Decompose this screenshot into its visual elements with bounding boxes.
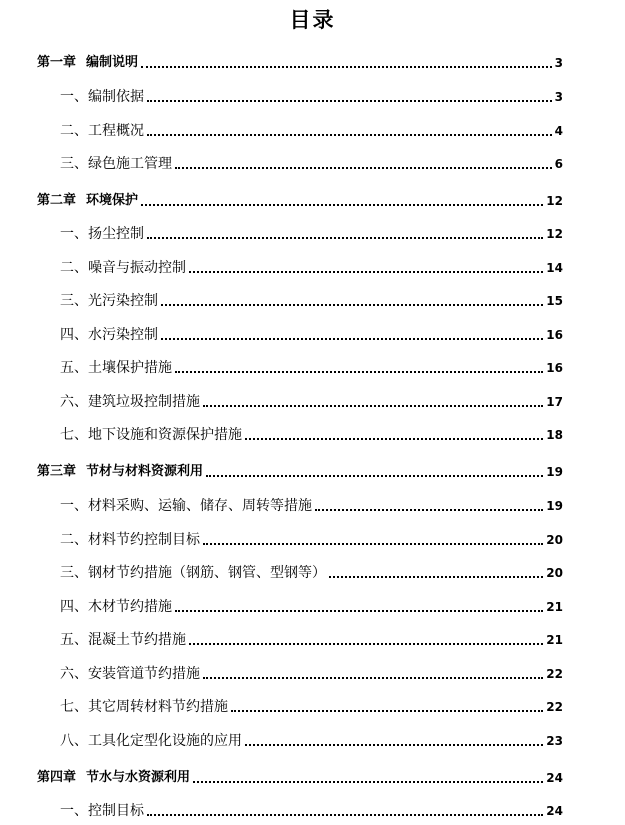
dot-leader xyxy=(193,781,543,783)
toc-entry-label: 五、混凝土节约措施 xyxy=(60,632,186,648)
toc-section-entry[interactable] xyxy=(0,288,625,310)
chapter-number: 第三章 xyxy=(37,464,77,479)
dot-leader xyxy=(175,167,552,169)
dot-leader xyxy=(147,814,543,816)
toc-page-number: 19 xyxy=(546,465,563,479)
dot-leader xyxy=(175,371,543,373)
toc-page-number: 6 xyxy=(554,157,563,171)
toc-page-number: 16 xyxy=(546,361,563,375)
toc-entry-label: 八、工具化定型化设施的应用 xyxy=(60,733,242,749)
dot-leader xyxy=(189,643,543,645)
chapter-title: 环境保护 xyxy=(86,193,139,208)
toc-page-number: 19 xyxy=(546,499,563,513)
dot-leader xyxy=(147,134,552,136)
toc-entry-label: 一、材料采购、运输、储存、周转等措施 xyxy=(60,498,312,514)
toc-entry-label: 六、建筑垃圾控制措施 xyxy=(60,394,200,410)
toc-page-number: 24 xyxy=(546,771,563,785)
toc-entry-label xyxy=(0,192,138,210)
toc-page-number: 21 xyxy=(546,633,563,647)
dot-leader xyxy=(245,438,543,440)
chapter-number: 第二章 xyxy=(37,193,77,208)
dot-leader xyxy=(203,543,543,545)
dot-leader xyxy=(245,744,543,746)
dot-leader xyxy=(203,405,543,407)
dot-leader xyxy=(203,677,543,679)
toc-section-entry[interactable] xyxy=(0,694,625,716)
toc-entry-label: 七、其它周转材料节约措施 xyxy=(60,699,228,715)
toc-section-entry[interactable] xyxy=(0,627,625,649)
toc-page-number: 12 xyxy=(546,227,563,241)
toc-entry-label: 六、安装管道节约措施 xyxy=(60,666,200,682)
toc-page-number: 17 xyxy=(546,395,563,409)
toc-entry-label: 三、绿色施工管理 xyxy=(60,156,172,172)
dot-leader xyxy=(329,576,543,578)
toc-entry-label: 五、土壤保护措施 xyxy=(60,360,172,376)
toc-entry-label: 二、噪音与振动控制 xyxy=(60,260,186,276)
toc-section-entry[interactable] xyxy=(0,151,625,173)
toc-section-entry[interactable] xyxy=(0,493,625,515)
toc-section-entry[interactable] xyxy=(0,661,625,683)
chapter-title: 节水与水资源利用 xyxy=(86,770,191,785)
chapter-title: 节材与材料资源利用 xyxy=(86,464,204,479)
toc-entry-label xyxy=(0,54,138,72)
dot-leader xyxy=(141,66,552,68)
toc-chapter-entry[interactable] xyxy=(0,50,625,72)
toc-section-entry[interactable] xyxy=(0,221,625,243)
dot-leader xyxy=(161,304,543,306)
page-title: 目录 xyxy=(289,8,336,32)
toc-section-entry[interactable] xyxy=(0,594,625,616)
toc-entry-label: 一、扬尘控制 xyxy=(60,226,144,242)
toc-entry-label xyxy=(0,463,203,481)
toc-page-number: 14 xyxy=(546,261,563,275)
toc-page-number: 22 xyxy=(546,700,563,714)
toc-entry-label: 三、钢材节约措施（钢筋、钢管、型钢等） xyxy=(60,565,326,581)
toc-page-number: 23 xyxy=(546,734,563,748)
toc-page-number: 3 xyxy=(554,90,563,104)
dot-leader xyxy=(189,271,543,273)
toc-page-number: 20 xyxy=(546,533,563,547)
toc-entry-label: 三、光污染控制 xyxy=(60,293,158,309)
toc-page-number: 20 xyxy=(546,566,563,580)
toc-page-number: 24 xyxy=(546,804,563,818)
toc-entry-label: 四、木材节约措施 xyxy=(60,599,172,615)
dot-leader xyxy=(315,509,543,511)
dot-leader xyxy=(175,610,543,612)
toc-section-entry[interactable] xyxy=(0,355,625,377)
toc-chapter-entry[interactable] xyxy=(0,188,625,210)
toc-entry-label xyxy=(0,769,190,787)
toc-page-number: 4 xyxy=(554,124,563,138)
toc-section-entry[interactable] xyxy=(0,560,625,582)
toc-chapter-entry[interactable] xyxy=(0,765,625,787)
toc-section-entry[interactable] xyxy=(0,728,625,750)
toc-section-entry[interactable] xyxy=(0,322,625,344)
toc-page-number: 3 xyxy=(554,56,563,70)
dot-leader xyxy=(231,710,543,712)
toc-page-number: 16 xyxy=(546,328,563,342)
toc-page-number: 15 xyxy=(546,294,563,308)
chapter-number: 第一章 xyxy=(37,55,77,70)
dot-leader xyxy=(141,204,543,206)
toc-section-entry[interactable] xyxy=(0,118,625,140)
toc-entry-label: 二、材料节约控制目标 xyxy=(60,532,200,548)
toc-section-entry[interactable] xyxy=(0,255,625,277)
chapter-number: 第四章 xyxy=(37,770,77,785)
chapter-title: 编制说明 xyxy=(86,55,139,70)
toc-entry-label: 七、地下设施和资源保护措施 xyxy=(60,427,242,443)
toc-section-entry[interactable] xyxy=(0,389,625,411)
toc-entry-label: 一、控制目标 xyxy=(60,803,144,819)
toc-entry-label: 四、水污染控制 xyxy=(60,327,158,343)
toc-entry-label: 一、编制依据 xyxy=(60,89,144,105)
dot-leader xyxy=(147,100,552,102)
toc-entry-label: 二、工程概况 xyxy=(60,123,144,139)
toc-page-number: 12 xyxy=(546,194,563,208)
dot-leader xyxy=(161,338,543,340)
dot-leader xyxy=(206,475,543,477)
toc-page-number: 21 xyxy=(546,600,563,614)
toc-section-entry[interactable] xyxy=(0,84,625,106)
toc-page-number: 22 xyxy=(546,667,563,681)
toc-section-entry[interactable] xyxy=(0,798,625,820)
toc-section-entry[interactable] xyxy=(0,422,625,444)
toc-section-entry[interactable] xyxy=(0,527,625,549)
dot-leader xyxy=(147,237,543,239)
toc-chapter-entry[interactable] xyxy=(0,459,625,481)
toc-page-number: 18 xyxy=(546,428,563,442)
